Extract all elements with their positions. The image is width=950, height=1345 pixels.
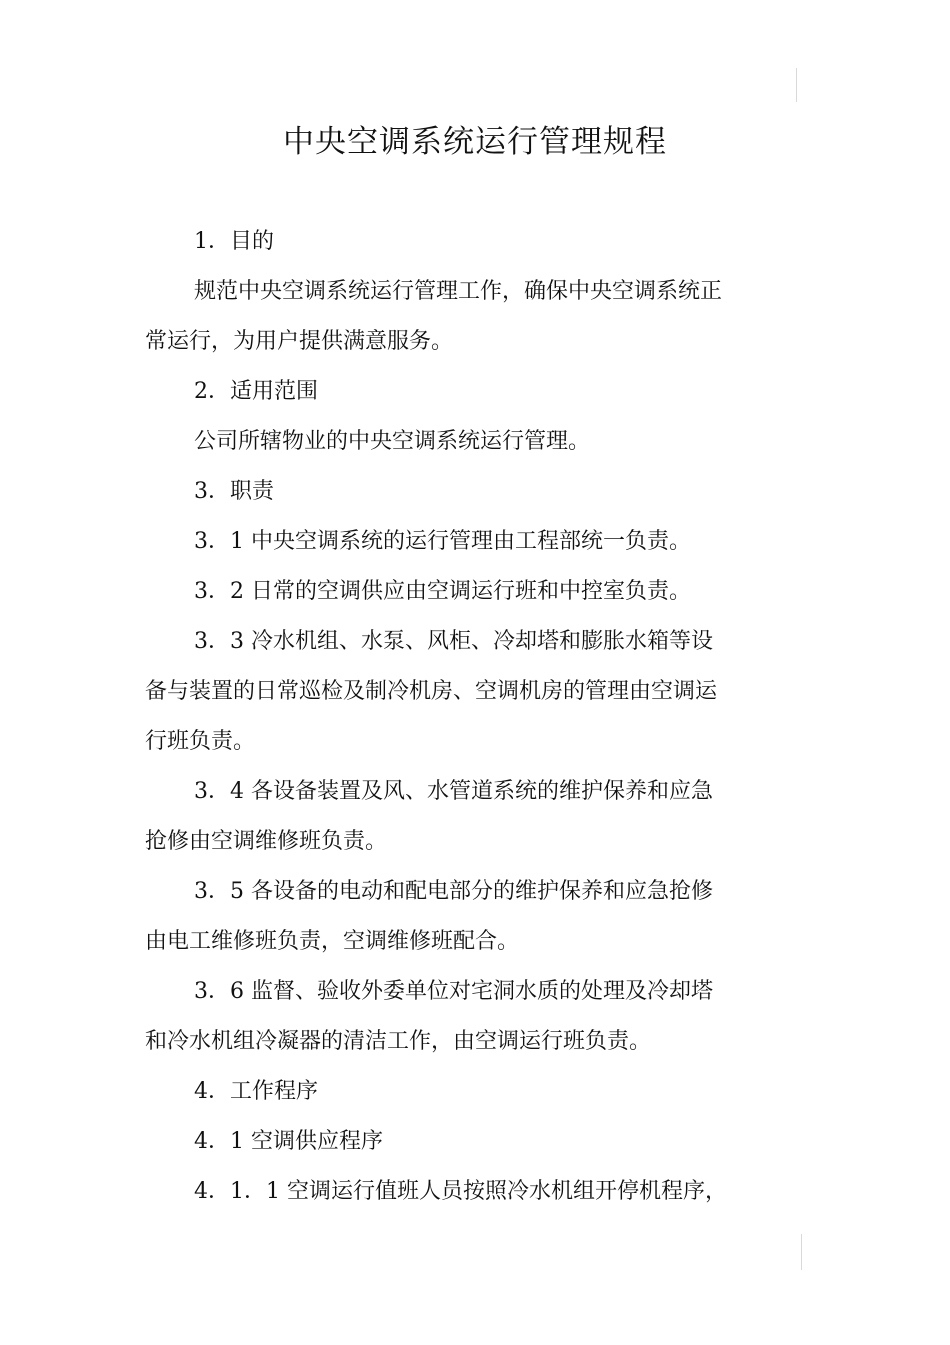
clause-line: 3．6 监督、验收外委单位对宅洞水质的处理及冷却塔 [194,979,713,1004]
section-heading: 3．职责 [194,479,274,504]
clause-line: 和冷水机组冷凝器的清洁工作，由空调运行班负责。 [145,1029,652,1054]
clause-line: 3．1 中央空调系统的运行管理由工程部统一负责。 [194,529,691,554]
page-edge-mark [801,1234,802,1270]
section-heading: 4．工作程序 [194,1079,318,1104]
document-title: 中央空调系统运行管理规程 [283,124,667,160]
section-heading: 2．适用范围 [194,379,318,404]
clause-line: 3．2 日常的空调供应由空调运行班和中控室负责。 [194,579,691,604]
clause-line: 4．1．1 空调运行值班人员按照冷水机组开停机程序， [194,1179,727,1204]
clause-line: 由电工维修班负责，空调维修班配合。 [145,929,520,954]
clause-line: 备与装置的日常巡检及制冷机房、空调机房的管理由空调运 [145,679,718,704]
clause-line: 行班负责。 [145,729,256,754]
document-body [145,217,745,1217]
section-heading: 1．目的 [194,229,274,254]
clause-line: 3．4 各设备装置及风、水管道系统的维护保养和应急 [194,779,713,804]
clause-line: 3．3 冷水机组、水泵、风柜、冷却塔和膨胀水箱等设 [194,629,713,654]
clause-line: 3．5 各设备的电动和配电部分的维护保养和应急抢修 [194,879,713,904]
paragraph-line: 常运行，为用户提供满意服务。 [145,329,454,354]
clause-line: 抢修由空调维修班负责。 [145,829,388,854]
clause-line: 4．1 空调供应程序 [194,1129,383,1154]
paragraph-line: 规范中央空调系统运行管理工作，确保中央空调系统正 [194,279,723,304]
paragraph-line: 公司所辖物业的中央空调系统运行管理。 [194,429,591,454]
page-edge-mark [796,68,797,102]
